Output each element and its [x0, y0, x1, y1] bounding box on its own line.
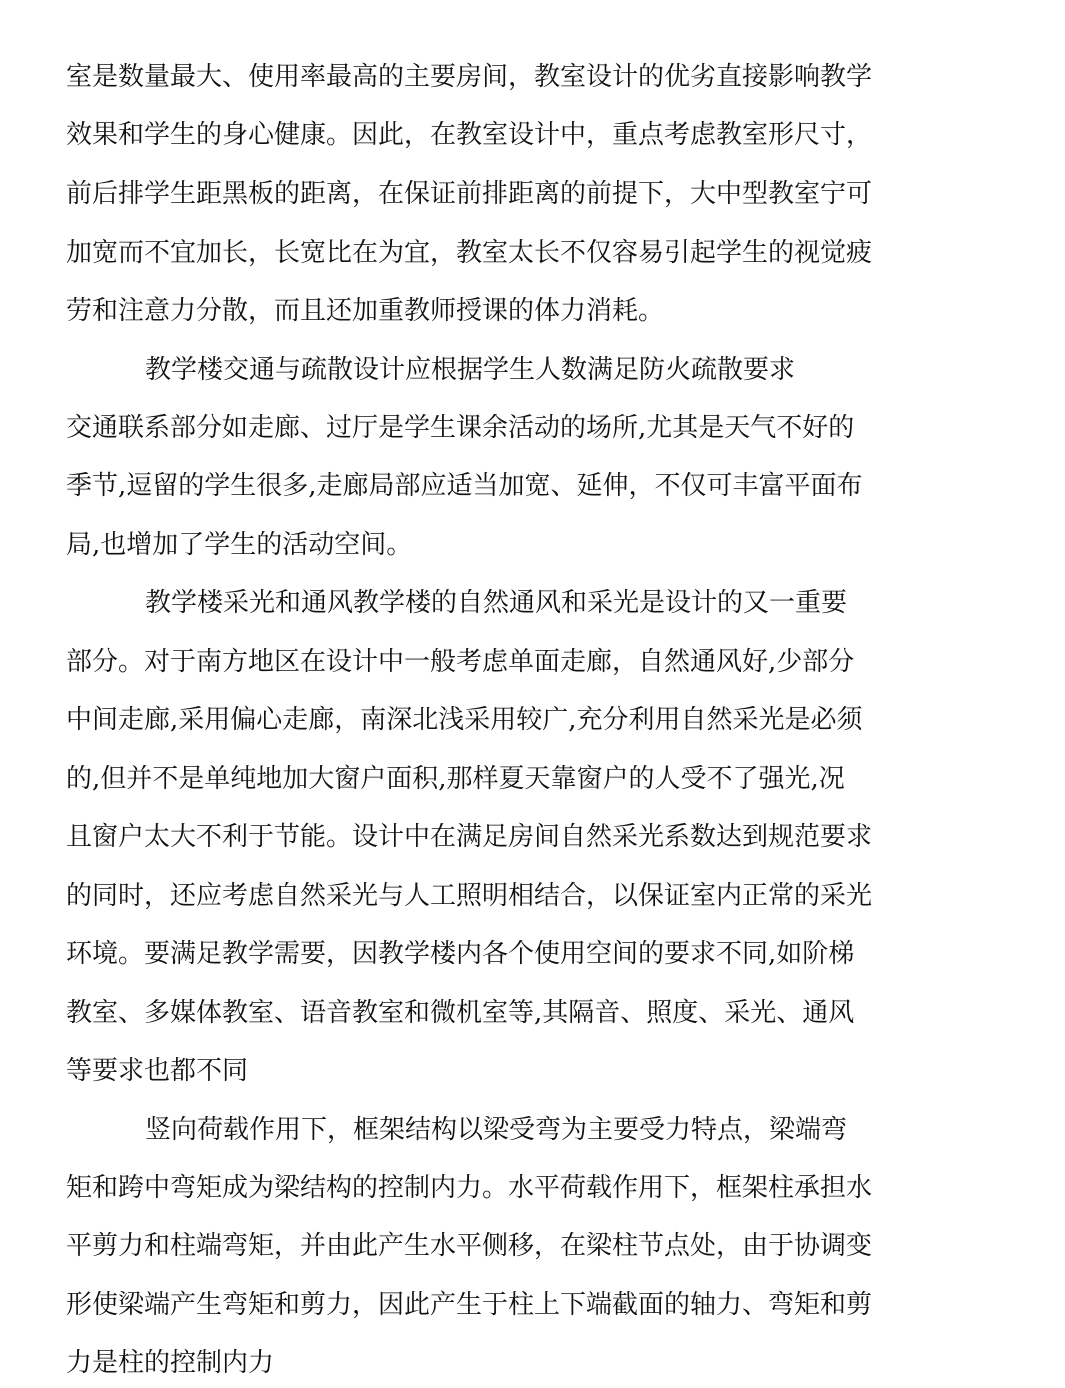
text-line: 的同时，还应考虑自然采光与人工照明相结合，以保证室内正常的采光 [66, 881, 873, 911]
text-line: 中间走廊,采用偏心走廊，南深北浅采用较广,充分利用自然采光是必须 [66, 705, 863, 735]
text-line: 等要求也都不同 [66, 1056, 249, 1086]
text-line: 劳和注意力分散，而且还加重教师授课的体力消耗。 [66, 296, 665, 326]
text-line: 且窗户太大不利于节能。设计中在满足房间自然采光系数达到规范要求 [66, 822, 873, 852]
text-line: 效果和学生的身心健康。因此，在教室设计中，重点考虑教室形尺寸， [66, 120, 873, 150]
text-line: 室是数量最大、使用率最高的主要房间，教室设计的优劣直接影响教学 [66, 62, 873, 92]
text-line: 交通联系部分如走廊、过厅是学生课余活动的场所,尤其是天气不好的 [66, 413, 855, 443]
text-line: 部分。对于南方地区在设计中一般考虑单面走廊，自然通风好,少部分 [66, 647, 855, 677]
text-line: 的,但并不是单纯地加大窗户面积,那样夏天靠窗户的人受不了强光,况 [66, 764, 845, 794]
text-line: 形使梁端产生弯矩和剪力，因此产生于柱上下端截面的轴力、弯矩和剪 [66, 1290, 873, 1320]
text-line: 矩和跨中弯矩成为梁结构的控制内力。水平荷载作用下，框架柱承担水 [66, 1173, 873, 1203]
text-line: 环境。要满足教学需要，因教学楼内各个使用空间的要求不同,如阶梯 [66, 939, 855, 969]
text-line: 前后排学生距黑板的距离，在保证前排距离的前提下，大中型教室宁可 [66, 179, 873, 209]
text-line: 局,也增加了学生的活动空间。 [66, 530, 413, 560]
text-line: 平剪力和柱端弯矩，并由此产生水平侧移，在梁柱节点处，由于协调变 [66, 1231, 873, 1261]
text-line: 季节,逗留的学生很多,走廊局部应适当加宽、延伸，不仅可丰富平面布 [66, 471, 863, 501]
text-line: 教室、多媒体教室、语音教室和微机室等,其隔音、照度、采光、通风 [66, 998, 855, 1028]
text-line: 力是柱的控制内力 [66, 1348, 275, 1378]
text-line: 加宽而不宜加长，长宽比在为宜，教室太长不仅容易引起学生的视觉疲 [66, 238, 873, 268]
text-line: 教学楼采光和通风教学楼的自然通风和采光是设计的又一重要 [145, 588, 848, 618]
text-line: 教学楼交通与疏散设计应根据学生人数满足防火疏散要求 [145, 355, 796, 385]
text-line: 竖向荷载作用下，框架结构以梁受弯为主要受力特点，梁端弯 [145, 1115, 848, 1145]
